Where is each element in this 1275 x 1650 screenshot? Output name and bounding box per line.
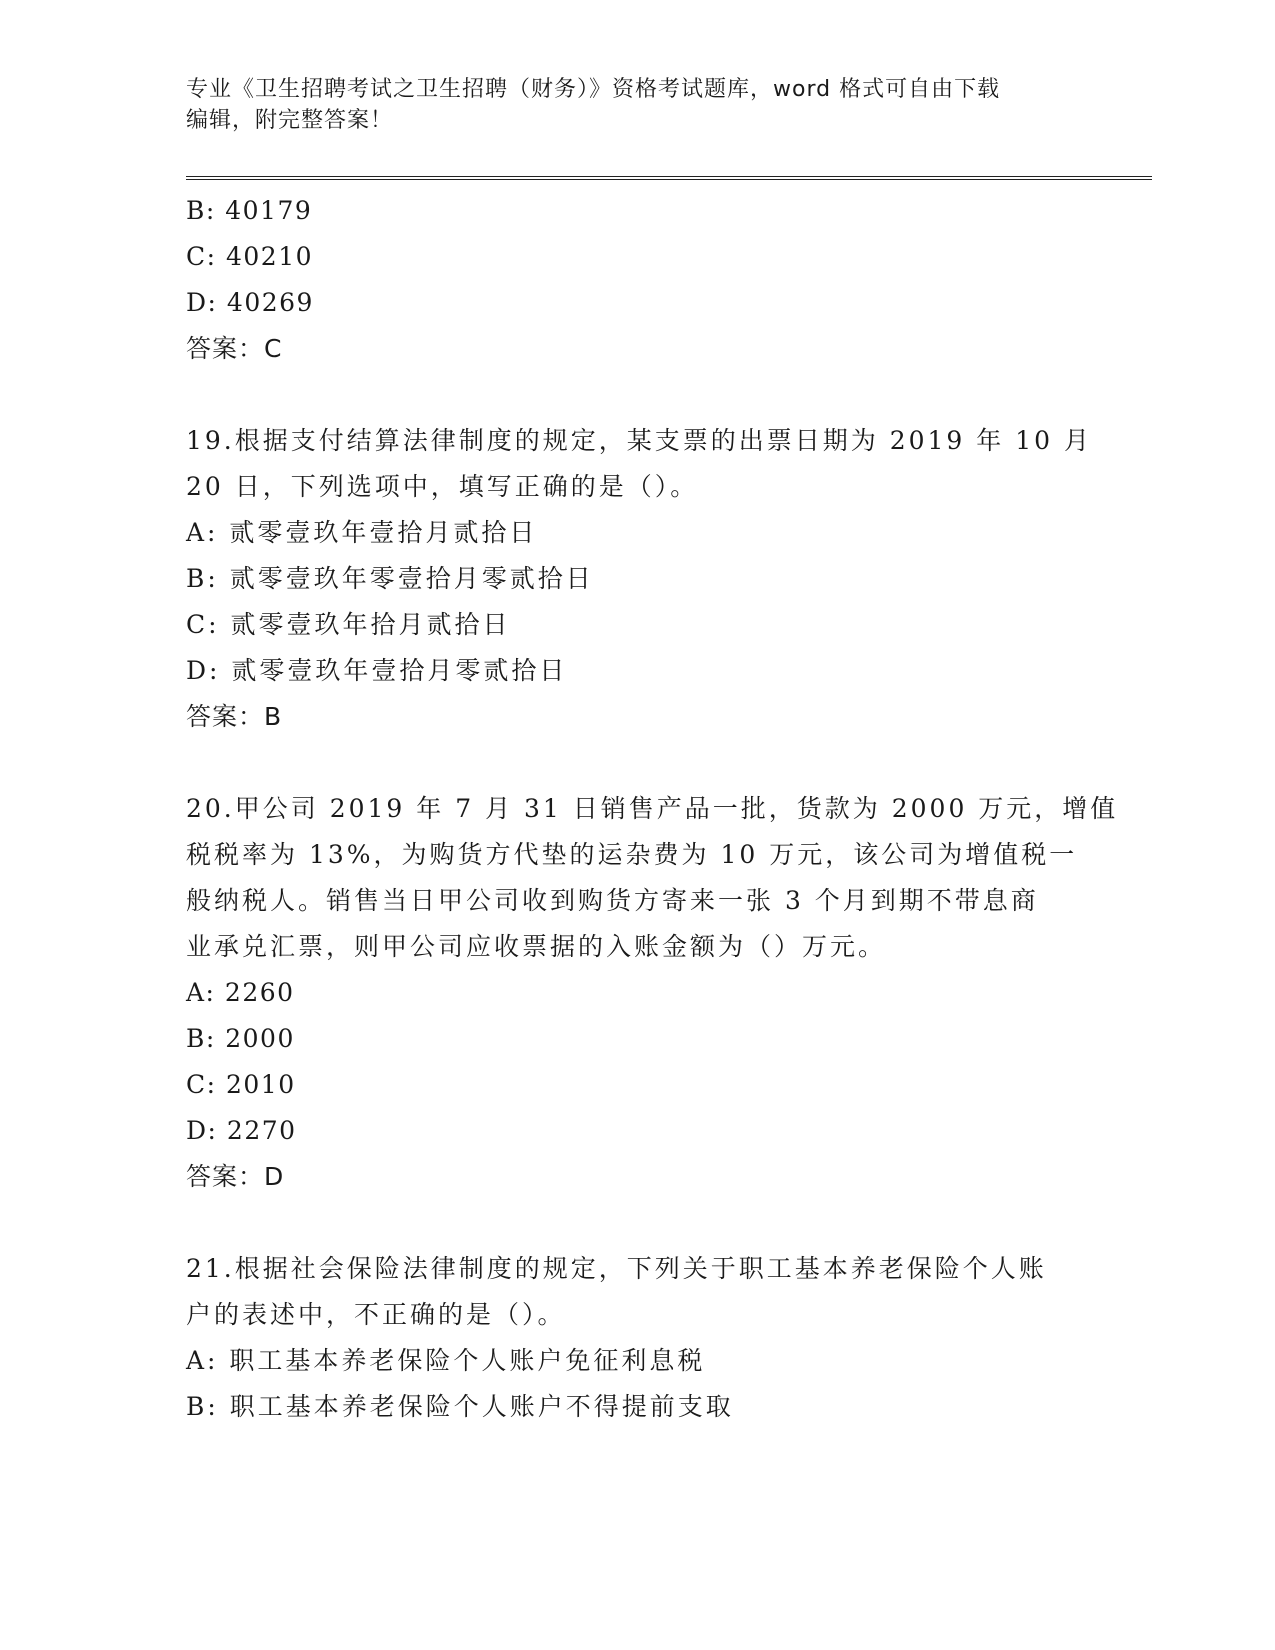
question-19 [186,418,1092,740]
header-divider [186,176,1152,180]
header-line-1: 专业《卫生招聘考试之卫生招聘（财务）》资格考试题库，word 格式可自由下载 [186,77,1001,102]
option-c: C: 贰零壹玖年拾月贰拾日 [186,610,511,639]
question-18 [186,188,1086,372]
option-a: A: 贰零壹玖年壹拾月贰拾日 [186,518,538,547]
option-d: D: 2270 [186,1116,297,1145]
question-stem-line: 19.根据支付结算法律制度的规定，某支票的出票日期为 2019 年 10 月 [186,426,1092,455]
option-a: A: 2260 [186,978,295,1007]
question-stem-line: 般纳税人。销售当日甲公司收到购货方寄来一张 3 个月到期不带息商 [186,886,1039,915]
question-stem-line: 21.根据社会保险法律制度的规定，下列关于职工基本养老保险个人账 [186,1254,1047,1283]
question-stem-line: 户的表述中，不正确的是（）。 [186,1300,566,1329]
spacer [186,740,1086,786]
answer: 答案：C [186,334,283,363]
question-stem-line: 税税率为 13%，为购货方代垫的运杂费为 10 万元，该公司为增值税一 [186,840,1078,869]
option-c: C: 40210 [186,242,314,271]
question-21 [186,1246,1086,1430]
document-header [186,74,1086,136]
question-20 [186,786,1119,1200]
answer: 答案：D [186,1162,285,1191]
question-stem-line: 业承兑汇票，则甲公司应收票据的入账金额为（）万元。 [186,932,887,961]
spacer [186,372,1086,418]
spacer [186,1200,1086,1246]
option-a: A: 职工基本养老保险个人账户免征利息税 [186,1346,706,1375]
option-b: B: 2000 [186,1024,295,1053]
answer: 答案：B [186,702,283,731]
header-line-2: 编辑，附完整答案！ [186,108,394,133]
option-b: B: 40179 [186,196,313,225]
option-b: B: 职工基本养老保险个人账户不得提前支取 [186,1392,734,1421]
question-stem-line: 20.甲公司 2019 年 7 月 31 日销售产品一批，货款为 2000 万元，增值 [186,794,1119,823]
question-stem-line: 20 日，下列选项中，填写正确的是（）。 [186,472,699,501]
option-b: B: 贰零壹玖年零壹拾月零贰拾日 [186,564,594,593]
option-d: D: 40269 [186,288,314,317]
question-list [186,188,1119,1430]
option-d: D: 贰零壹玖年壹拾月零贰拾日 [186,656,568,685]
option-c: C: 2010 [186,1070,296,1099]
